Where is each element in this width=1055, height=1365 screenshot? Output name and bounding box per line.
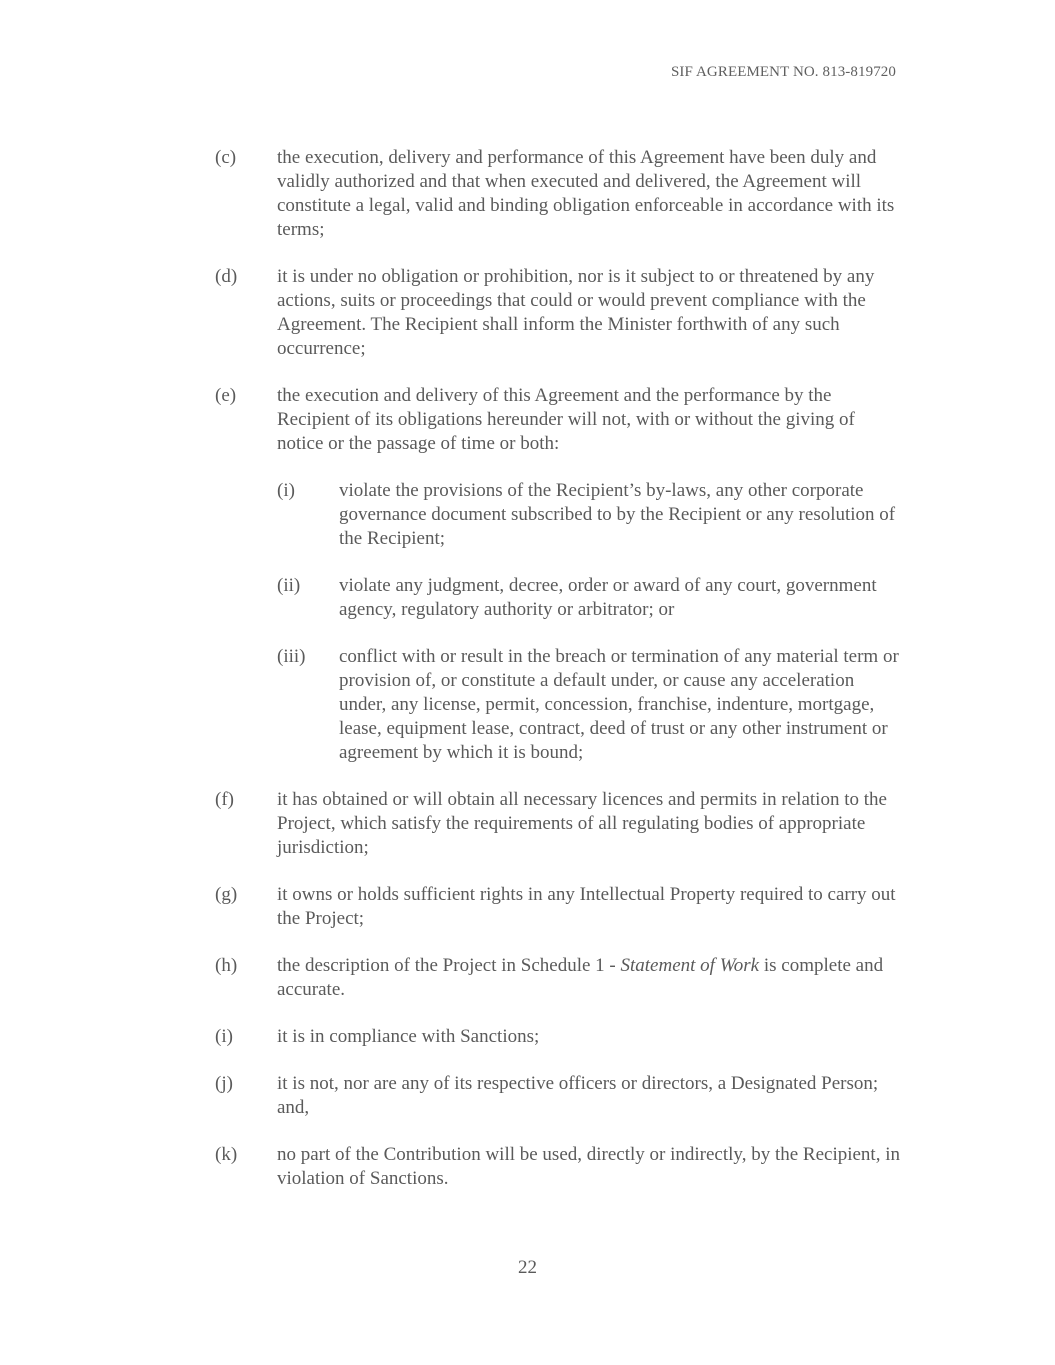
item-text: it owns or holds sufficient rights in any Intellectual Property required to carry out the Project;	[277, 884, 896, 929]
statement-of-work-title: Statement of Work	[620, 955, 760, 976]
item-label: (k)	[215, 1144, 238, 1165]
sub-item-ii	[277, 574, 905, 622]
sub-item-text: violate any judgment, decree, order or award of any court, government agency, regulatory authority or arbitrator; or	[339, 575, 877, 620]
item-label: (g)	[215, 884, 238, 905]
item-text: the execution and delivery of this Agreement and the performance by the Recipient of its obligations hereunder will not, with or without the giving of notice or the passage of time or both:	[277, 385, 855, 454]
item-label: (d)	[215, 266, 238, 287]
sub-item-text: conflict with or result in the breach or termination of any material term or provision of, or constitute a default under, or cause any acceleration under, any license, permit, concession, franchise, indenture, mortgage, lease, equipment lease, contract, deed of trust or any other instrument or agreement by which it is bound;	[339, 646, 899, 763]
page-number: 22	[518, 1257, 537, 1278]
item-label: (j)	[215, 1073, 233, 1094]
item-body	[277, 384, 905, 765]
item-label: (f)	[215, 789, 234, 810]
agreement-number-header: SIF AGREEMENT NO. 813-819720	[670, 64, 896, 80]
sub-list	[277, 479, 905, 765]
item-text-before: the description of the Project in Schedule 1 -	[277, 955, 621, 976]
item-label: (c)	[215, 147, 237, 168]
item-text	[277, 954, 905, 1002]
sub-item-label: (ii)	[277, 575, 301, 596]
list-item-k	[215, 1143, 905, 1191]
item-label: (e)	[215, 385, 237, 406]
list-item-d	[215, 265, 905, 361]
sub-item-iii	[277, 645, 905, 765]
representations-list	[215, 146, 905, 1214]
item-text: it is in compliance with Sanctions;	[277, 1026, 540, 1047]
sub-item-i	[277, 479, 905, 551]
item-text: no part of the Contribution will be used, directly or indirectly, by the Recipient, in violation of Sanctions.	[277, 1144, 900, 1189]
sub-item-label: (i)	[277, 480, 295, 501]
list-item-e	[215, 384, 905, 765]
sub-item-label: (iii)	[277, 646, 306, 667]
item-label: (h)	[215, 955, 238, 976]
list-item-f	[215, 788, 905, 860]
item-text-after: is complete and accurate.	[277, 955, 884, 1000]
list-item-g	[215, 883, 905, 931]
item-text: the execution, delivery and performance of this Agreement have been duly and validly authorized and that when executed and delivered, the Agreement will constitute a legal, valid and binding obligation enforceable in accordance with its terms;	[277, 147, 895, 240]
item-text: it is under no obligation or prohibition, nor is it subject to or threatened by any actions, suits or proceedings that could or would prevent compliance with the Agreement. The Recipient shall inform the Minister forthwith of any such occurrence;	[277, 266, 875, 359]
list-item-i	[215, 1025, 905, 1049]
item-text: it has obtained or will obtain all necessary licences and permits in relation to the Project, which satisfy the requirements of all regulating bodies of appropriate jurisdiction;	[277, 789, 887, 858]
sub-item-text: violate the provisions of the Recipient’s by-laws, any other corporate governance document subscribed to by the Recipient or any resolution of the Recipient;	[339, 480, 896, 549]
list-item-j	[215, 1072, 905, 1120]
list-item-c	[215, 146, 905, 242]
list-item-h	[215, 954, 905, 1002]
item-label: (i)	[215, 1026, 233, 1047]
item-text: it is not, nor are any of its respective officers or directors, a Designated Person; and,	[277, 1073, 879, 1118]
